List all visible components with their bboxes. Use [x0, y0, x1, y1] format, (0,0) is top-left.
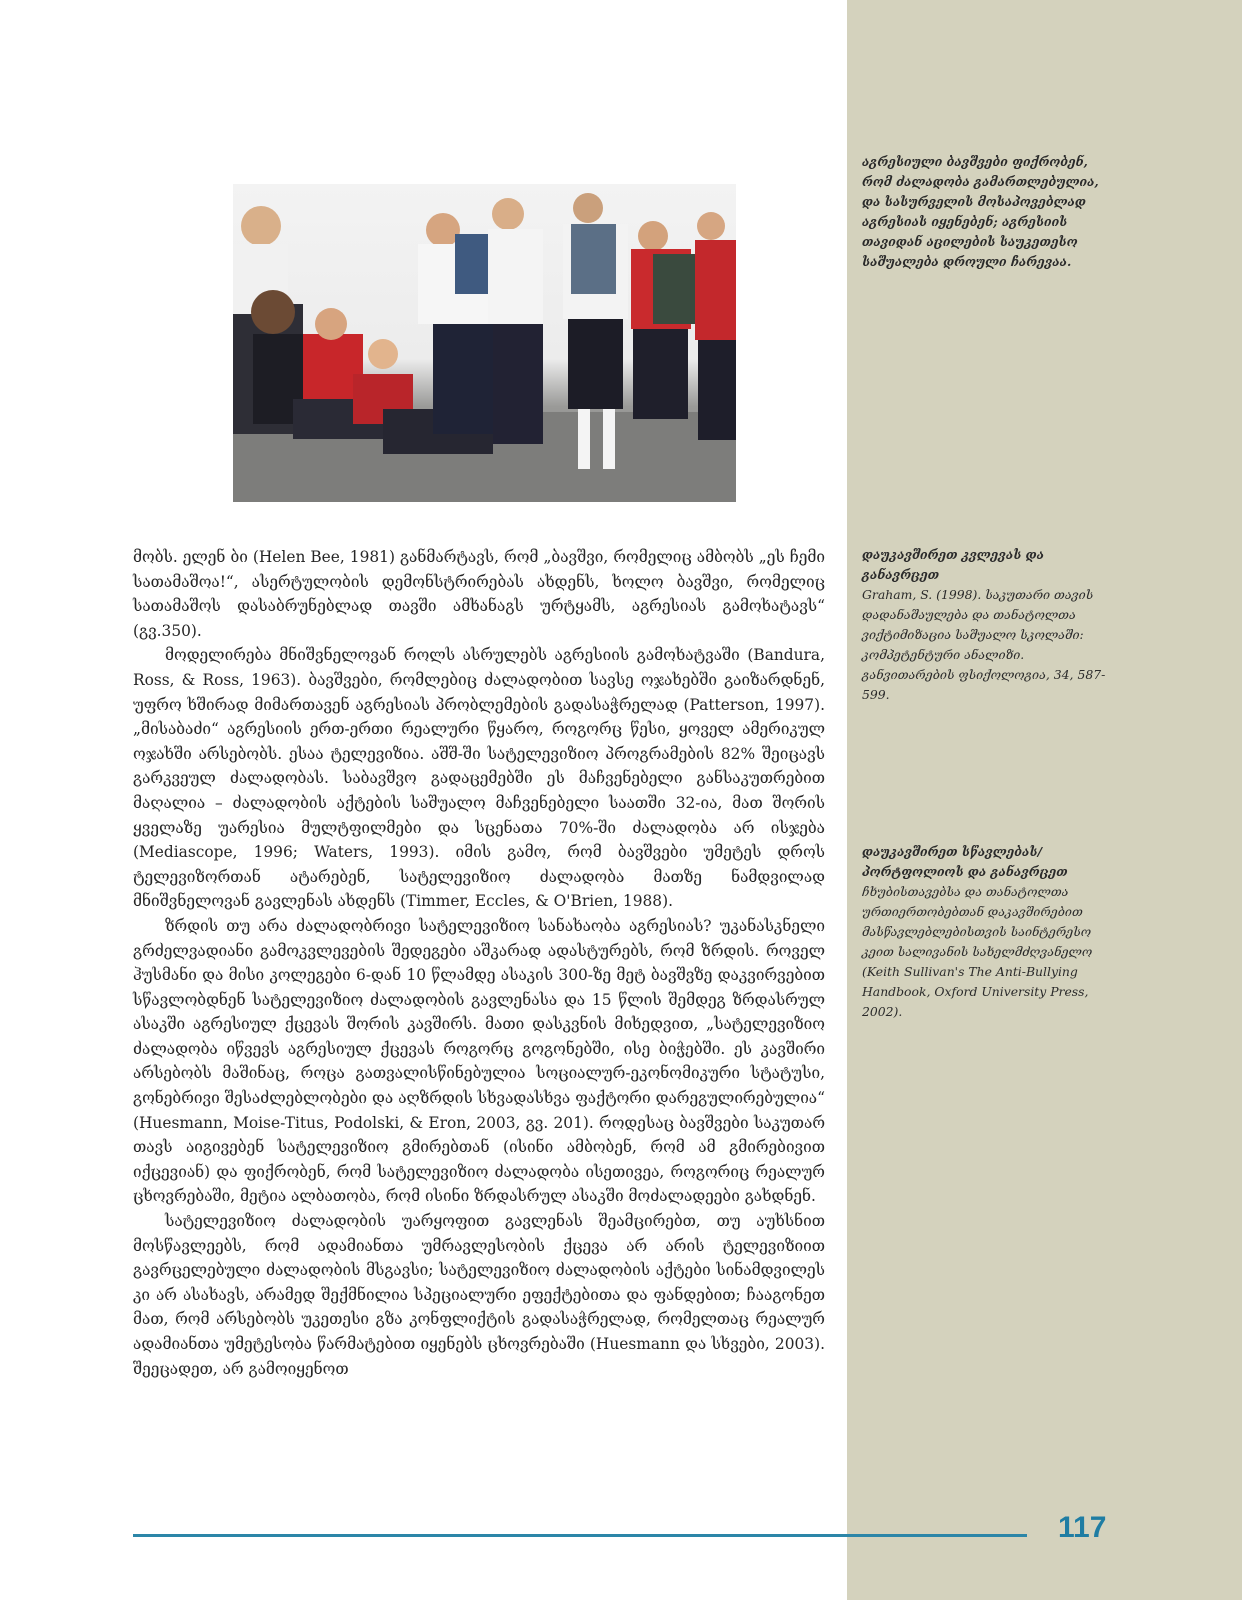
students-photo [233, 184, 736, 502]
sidebar-note-research-body: Graham, S. (1998). საკუთარი თავის დადანაშაულება და თანატოლთა ვიქტიმიზაცია საშუალო სკოლაში: კომპეტენტური ანალიზი. განვითარების ფსიქოლოგია, 34, 587-599. [862, 587, 1106, 702]
sidebar-note-research [862, 545, 1112, 705]
paragraph-3: ზრდის თუ არა ძალადობრივი სატელევიზიო სანახაობა აგრესიას? უკანასკნელი გრძელვადიანი გამოკვლევების შედეგები აშკარად ადასტურებს, რომ ზრდის. როველ ჰუსმანი და მისი კოლეგები 6-დან 10 წლამდე ასაკის 300-ზე მეტ ბავშვზე დაკვირვებით სწავლობდნენ სატელევიზიო ძალადობის გავლენასა და 15 წლის შემდეგ ზრდასრულ ასაკში აგრესიულ ქცევას შორის კავშირს. მათი დასკვნის მიხედვით, „სატელევიზიო ძალადობა იწვევს აგრესიულ ქცევას როგორც გოგონებში, ისე ბიჭებში. ეს კავშირი არსებობს მაშინაც, როცა გათვალისწინებულია სოციალურ-ეკონომიკური სტატუსი, გონებრივი შესაძლებლობები და აღზრდის სხვადასხვა ფაქტორი დარეგულირებულია“ (Huesmann, Moise-Titus, Podolski, & Eron, 2003, გვ. 201). როდესაც ბავშვები საკუთარ თავს აიგივებენ სატელევიზიო გმირებთან (ისინი ამბობენ, რომ ამ გმირებივით იქცევიან) და ფიქრობენ, რომ სატელევიზიო ძალადობა ისეთივეა, როგორიც რეალურ ცხოვრებაში, მეტია ალბათობა, რომ ისინი ზრდასრულ ასაკში მოძალადეები გახდნენ. [133, 916, 825, 1206]
main-text [133, 545, 825, 1381]
paragraph-1: მობს. ელენ ბი (Helen Bee, 1981) განმარტავს, რომ „ბავშვი, რომელიც ამბობს „ეს ჩემი სათამაშოა!“, ასერტულობის დემონსტრირებას ახდენს, ხოლო ბავშვი, რომელიც სათამაშოს დასაბრუნებლად თავში ამხანაგს ურტყამს, აგრესიას გამოხატავს“ (გვ.350). [133, 548, 825, 640]
students-illustration [233, 184, 736, 502]
sidebar-note-teaching-body: ჩხუბისთავებსა და თანატოლთა ურთიერთობებთან დაკავშირებით მასწავლებლებისთვის საინტერესო კეით სალივანის სახელმძღვანელო (Keith Sullivan's The Anti-Bullying Handbook, Oxford University Press, 2002). [862, 884, 1093, 1019]
sidebar-note-research-heading: დაუკავშირეთ კვლევას და განავრცეთ [862, 547, 1045, 582]
paragraph-2: მოდელირება მნიშვნელოვან როლს ასრულებს აგრესიის გამოხატვაში (Bandura, Ross, & Ross, 1963). ბავშვები, რომლებიც ძალადობით სავსე ოჯახებში გაიზარდნენ, უფრო ხშირად მიმართავენ აგრესიას პრობლემების გადასაჭრელად (Patterson, 1997). „მისაბაძი“ აგრესიის ერთ-ერთი რეალური წყარო, როგორც წესი, ყოველ ამერიკულ ოჯახში არსებობს. ესაა ტელევიზია. აშშ-ში სატელევიზიო პროგრამების 82% შეიცავს გარკვეულ ძალადობას. საბავშვო გადაცემებში ეს მაჩვენებელი განსაკუთრებით მაღალია – ძალადობის აქტების საშუალო მაჩვენებელი საათში 32-ია, მათ შორის ყველაზე უარესია მულტფილმები და სცენათა 70%-ში ძალადობა არ ისჯება (Mediascope, 1996; Waters, 1993). იმის გამო, რომ ბავშვები უმეტეს დროს ტელევიზორთან ატარებენ, სატელევიზიო ძალადობა მათზე ნამდვილად მნიშვნელოვან გავლენას ახდენს (Timmer, Eccles, & O'Brien, 1988). [133, 646, 825, 911]
footer-rule [133, 1534, 1027, 1537]
page-number: 117 [1058, 1511, 1107, 1544]
sidebar-note-intervention-text: აგრესიული ბავშვები ფიქრობენ, რომ ძალადობა გამართლებულია, და სასურველის მოსაპოვებლად აგრესიას იყენებენ; აგრესიის თავიდან აცილების საუკეთესო საშუალება დროული ჩარევაა. [862, 154, 1099, 269]
sidebar-note-intervention [862, 152, 1112, 272]
paragraph-4: სატელევიზიო ძალადობის უარყოფით გავლენას შეამცირებთ, თუ აუხსნით მოსწავლეებს, რომ ადამიანთა უმრავლესობის ქცევა არ არის ტელევიზიით გავრცელებული ძალადობის მსგავსი; სატელევიზიო ძალადობის აქტები სინამდვილეს კი არ ასახავს, არამედ შექმნილია სპეციალური ეფექტებითა და ფანდებით; ჩააგონეთ მათ, რომ არსებობს უკეთესი გზა კონფლიქტის გადასაჭრელად, რომელთაც რეალურ ადამიანთა უმეტესობა წარმატებით იყენებს ცხოვრებაში (Huesmann და სხვები, 2003). შეეცადეთ, არ გამოიყენოთ [133, 1212, 825, 1378]
sidebar-note-teaching [862, 842, 1112, 1022]
sidebar-note-teaching-heading: დაუკავშირეთ სწავლებას/ პორტფოლიოს და განავრცეთ [862, 844, 1068, 879]
